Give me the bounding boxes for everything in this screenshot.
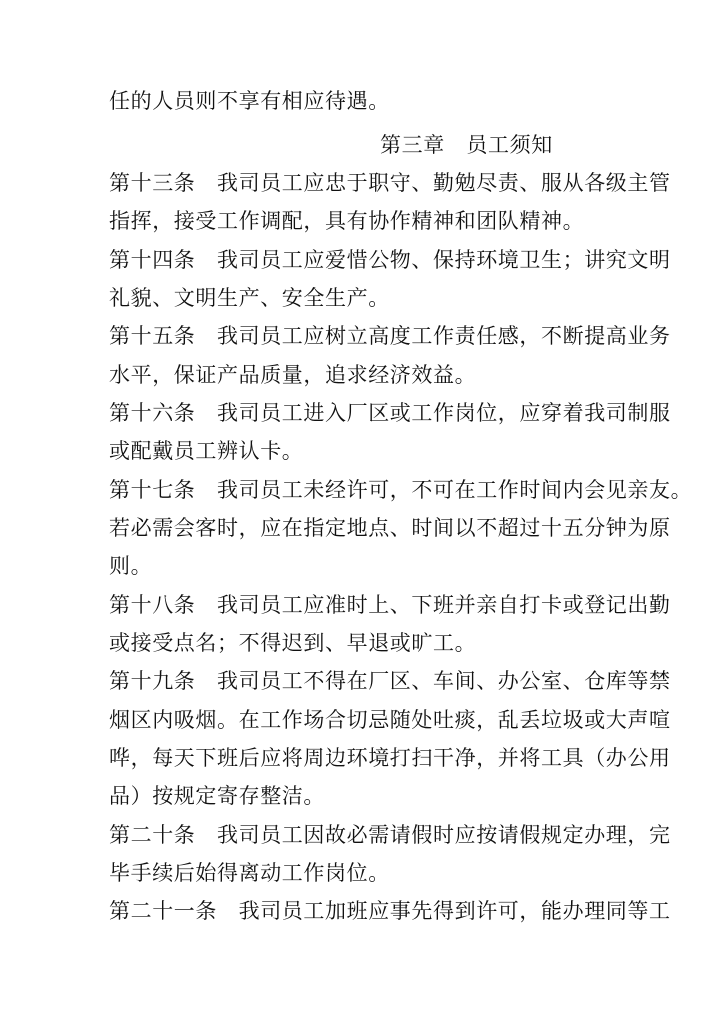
article-17-line-2: 若必需会客时，应在指定地点、时间以不超过十五分钟为原	[109, 516, 671, 540]
article-18-line-2: 或接受点名；不得迟到、早退或旷工。	[109, 631, 477, 655]
article-16-line-1: 第十六条 我司员工进入厂区或工作岗位，应穿着我司制服	[109, 401, 671, 425]
paragraph-line-previous-article-end: 任的人员则不享有相应待遇。	[109, 89, 390, 113]
article-14-line-1: 第十四条 我司员工应爱惜公物、保持环境卫生；讲究文明	[109, 248, 671, 272]
article-20-line-1: 第二十条 我司员工因故必需请假时应按请假规定办理，完	[109, 823, 671, 847]
article-14-line-2: 礼貌、文明生产、安全生产。	[109, 286, 390, 310]
article-16-line-2: 或配戴员工辨认卡。	[109, 439, 304, 463]
article-17-line-3: 则。	[109, 554, 153, 578]
chapter-heading: 第三章 员工须知	[380, 133, 553, 157]
article-21-line-1: 第二十一条 我司员工加班应事先得到许可，能办理同等工	[109, 899, 671, 923]
article-19-line-1: 第十九条 我司员工不得在厂区、车间、办公室、仓库等禁	[109, 669, 671, 693]
article-15-line-2: 水平，保证产品质量，追求经济效益。	[109, 363, 477, 387]
article-18-line-1: 第十八条 我司员工应准时上、下班并亲自打卡或登记出勤	[109, 593, 671, 617]
article-15-line-1: 第十五条 我司员工应树立高度工作责任感，不断提高业务	[109, 324, 671, 348]
article-19-line-2: 烟区内吸烟。在工作场合切忌随处吐痰，乱丢垃圾或大声喧	[109, 708, 671, 732]
article-19-line-3: 哗，每天下班后应将周边环境打扫干净，并将工具（办公用	[109, 746, 671, 770]
article-20-line-2: 毕手续后始得离动工作岗位。	[109, 861, 390, 885]
article-13-line-2: 指挥，接受工作调配，具有协作精神和团队精神。	[109, 209, 585, 233]
article-19-line-4: 品）按规定寄存整洁。	[109, 784, 325, 808]
article-17-line-1: 第十七条 我司员工未经许可，不可在工作时间内会见亲友。	[109, 478, 693, 502]
article-13-line-1: 第十三条 我司员工应忠于职守、勤勉尽责、服从各级主管	[109, 171, 671, 195]
